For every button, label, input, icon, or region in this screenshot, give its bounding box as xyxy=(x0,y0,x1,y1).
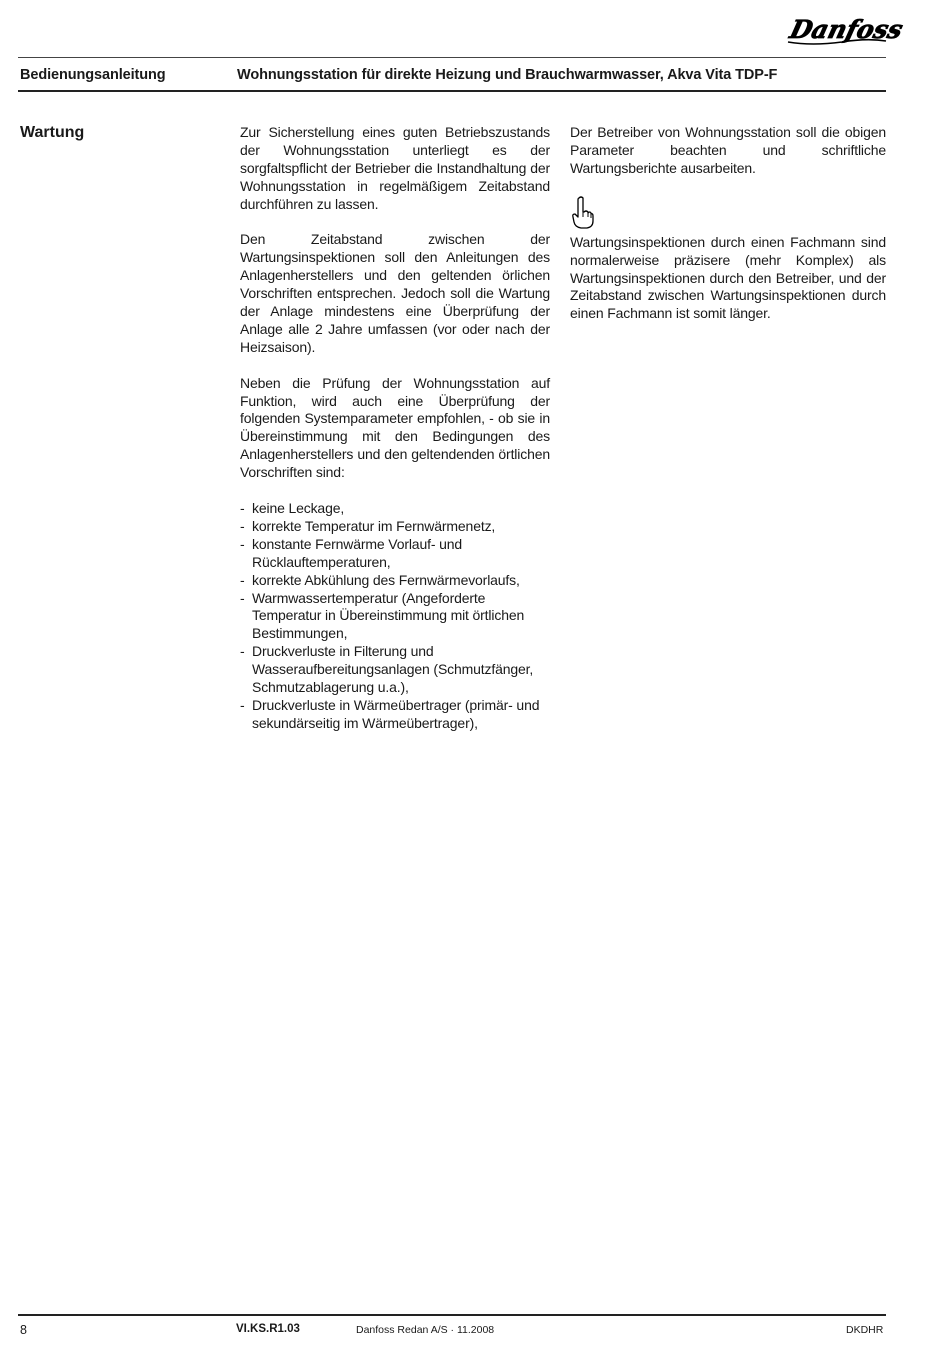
header-bottom-rule xyxy=(18,90,886,92)
text-column-1 xyxy=(240,124,550,733)
paragraph: Den Zeitabstand zwischen der Wartungsinspektionen soll den Anleitungen des Anlagenherstellers und den geltenden örlichen Vorschriften entsprechen. Jedoch soll die Wartung der Anlage mindestens eine Überprüfung der Anlage alle 2 Jahre umfassen (vor oder nach der Heizsaison). xyxy=(240,231,550,355)
footer-rule xyxy=(18,1314,886,1316)
doc-title: Wohnungsstation für direkte Heizung und Brauchwarmwasser, Akva Vita TDP-F xyxy=(237,67,778,83)
page-number: 8 xyxy=(20,1323,27,1337)
list-item: - keine Leckage, xyxy=(240,500,550,518)
header-top-rule xyxy=(18,57,886,58)
list-item: - Druckverluste in Wärmeübertrager (primär- und sekundärseitig im Wärmeübertrager), xyxy=(240,697,550,733)
list-item: - korrekte Temperatur im Fernwärmenetz, xyxy=(240,518,550,536)
list-item: - korrekte Abkühlung des Fernwärmevorlaufs, xyxy=(240,572,550,590)
text-column-2 xyxy=(570,124,886,341)
list-item: - Warmwassertemperatur (Angeforderte Temperatur in Übereinstimmung mit örtlichen Bestimmungen, xyxy=(240,590,550,644)
doc-type-label: Bedienungsanleitung xyxy=(20,67,166,83)
paragraph: Zur Sicherstellung eines guten Betriebszustands der Wohnungsstation unterliegt es der sorgfaltspflicht der Betrieber die Instandhaltung der Wohnungsstation in regelmäßigem Zeitabstand durchführen zu lassen. xyxy=(240,124,550,212)
language-code: DKDHR xyxy=(846,1324,884,1336)
paragraph: Neben die Prüfung der Wohnungsstation auf Funktion, wird auch eine Überprüfung der folgenden Systemparameter empfohlen, - ob sie in Übereinstimmung mit den Bedingungen des Anlagenherstellers und den geltendenden örtlichen Vorschriften sind: xyxy=(240,374,550,481)
document-code: VI.KS.R1.03 xyxy=(236,1323,300,1335)
danfoss-logo xyxy=(782,8,907,48)
section-title: Wartung xyxy=(20,124,85,141)
svg-text:Danfoss: Danfoss xyxy=(787,14,907,44)
pointing-hand-icon xyxy=(570,196,594,230)
list-item: - Druckverluste in Filterung und Wasseraufbereitungsanlagen (Schmutzfänger, Schmutzablagerung u.a.), xyxy=(240,643,550,697)
paragraph: Der Betreiber von Wohnungsstation soll die obigen Parameter beachten und schriftliche Wartungsberichte ausarbeiten. xyxy=(570,124,886,176)
company-date: Danfoss Redan A/S · 11.2008 xyxy=(356,1324,495,1336)
parameter-list xyxy=(240,500,550,733)
list-item: - konstante Fernwärme Vorlauf- und Rücklauftemperaturen, xyxy=(240,536,550,572)
paragraph: Wartungsinspektionen durch einen Fachmann sind normalerweise präzisere (mehr Komplex) als Wartungsinspektionen durch den Betreiber, und der Zeitabstand zwischen Wartungsinspektionen durch einen Fachmann ist somit länger. xyxy=(570,233,886,322)
